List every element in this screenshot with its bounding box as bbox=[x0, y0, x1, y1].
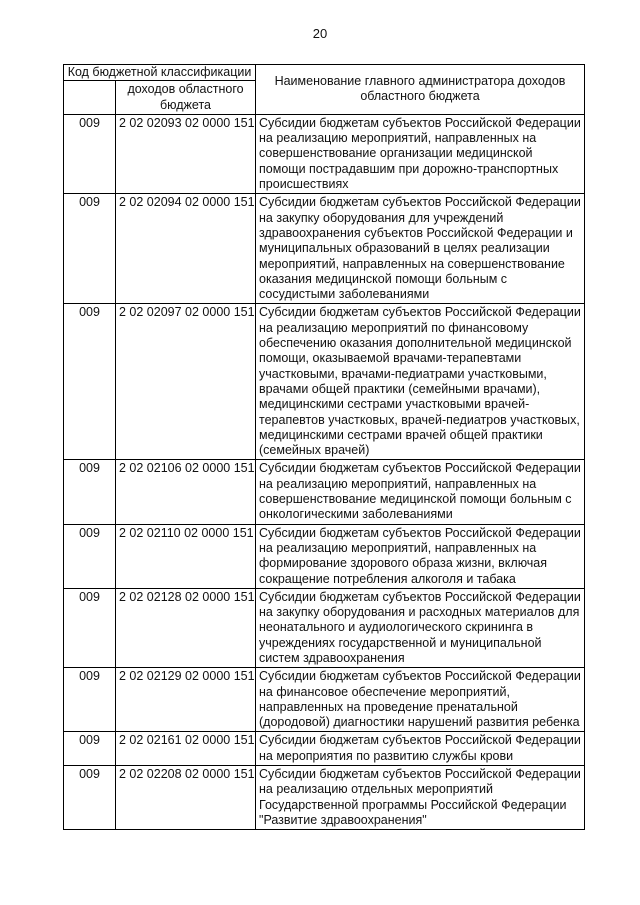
administrator-name-cell: Субсидии бюджетам субъектов Российской Федерации на реализацию мероприятий, направленных на формирование здорового образа жизни, включая сокращение потребления алкоголя и табака bbox=[256, 524, 585, 588]
administrator-name-cell: Субсидии бюджетам субъектов Российской Федерации на реализацию мероприятий, направленных на совершенствование медицинской помощи больным с онкологическими заболеваниями bbox=[256, 460, 585, 524]
administrator-name-cell: Субсидии бюджетам субъектов Российской Федерации на мероприятия по развитию службы крови bbox=[256, 732, 585, 766]
admin-code-cell: 009 bbox=[64, 766, 116, 830]
admin-code-cell: 009 bbox=[64, 114, 116, 193]
admin-code-cell: 009 bbox=[64, 460, 116, 524]
income-code-cell: 2 02 02094 02 0000 151 bbox=[116, 194, 256, 304]
income-code-cell: 2 02 02093 02 0000 151 bbox=[116, 114, 256, 193]
table-row bbox=[64, 524, 585, 588]
income-code-cell: 2 02 02106 02 0000 151 bbox=[116, 460, 256, 524]
table-row bbox=[64, 460, 585, 524]
table-row bbox=[64, 766, 585, 830]
table-row bbox=[64, 194, 585, 304]
administrator-name-cell: Субсидии бюджетам субъектов Российской Федерации на закупку оборудования для учреждений здравоохранения субъектов Российской Федерации и муниципальных образований в целях реализации мероприятий, направленных на совершенствование оказания медицинской помощи больным с сосудистыми заболеваниями bbox=[256, 194, 585, 304]
admin-code-cell: 009 bbox=[64, 194, 116, 304]
administrator-name-cell: Субсидии бюджетам субъектов Российской Федерации на реализацию мероприятий по финансовому обеспечению оказания дополнительной медицинской помощи, оказываемой врачами-терапевтами участковыми, врачами-педиатрами участковыми, врачами общей практики (семейными врачами), медицинскими сестрами участковыми врачей-терапевтов участковых, врачей-педиатров участковых, медицинскими сестрами врачей общей практики (семейных врачей) bbox=[256, 304, 585, 460]
income-code-cell: 2 02 02129 02 0000 151 bbox=[116, 668, 256, 732]
admin-code-cell: 009 bbox=[64, 304, 116, 460]
budget-classification-table bbox=[63, 64, 585, 830]
header-budget-classification-code: Код бюджетной классификации bbox=[64, 65, 256, 81]
admin-code-cell: 009 bbox=[64, 524, 116, 588]
income-code-cell: 2 02 02097 02 0000 151 bbox=[116, 304, 256, 460]
admin-code-cell: 009 bbox=[64, 732, 116, 766]
admin-code-cell: 009 bbox=[64, 588, 116, 667]
header-admin-code-empty bbox=[64, 81, 116, 115]
income-code-cell: 2 02 02128 02 0000 151 bbox=[116, 588, 256, 667]
table-row bbox=[64, 588, 585, 667]
header-administrator-name: Наименование главного администратора доходов областного бюджета bbox=[256, 65, 585, 115]
table-row bbox=[64, 668, 585, 732]
table-row bbox=[64, 304, 585, 460]
administrator-name-cell: Субсидии бюджетам субъектов Российской Федерации на реализацию мероприятий, направленных на совершенствование организации медицинской помощи пострадавшим при дорожно-транспортных происшествиях bbox=[256, 114, 585, 193]
income-code-cell: 2 02 02161 02 0000 151 bbox=[116, 732, 256, 766]
income-code-cell: 2 02 02110 02 0000 151 bbox=[116, 524, 256, 588]
income-code-cell: 2 02 02208 02 0000 151 bbox=[116, 766, 256, 830]
page-number: 20 bbox=[312, 26, 328, 41]
table-row bbox=[64, 732, 585, 766]
table-row bbox=[64, 114, 585, 193]
administrator-name-cell: Субсидии бюджетам субъектов Российской Федерации на закупку оборудования и расходных материалов для неонатального и аудиологического скрининга в учреждениях государственной и муниципальной систем здравоохранения bbox=[256, 588, 585, 667]
admin-code-cell: 009 bbox=[64, 668, 116, 732]
administrator-name-cell: Субсидии бюджетам субъектов Российской Федерации на реализацию отдельных мероприятий Государственной программы Российской Федерации "Развитие здравоохранения" bbox=[256, 766, 585, 830]
header-income-code: доходов областного бюджета bbox=[116, 81, 256, 115]
table-header-row-1 bbox=[64, 65, 585, 81]
administrator-name-cell: Субсидии бюджетам субъектов Российской Федерации на финансовое обеспечение мероприятий, направленных на проведение пренатальной (дородовой) диагностики нарушений развития ребенка bbox=[256, 668, 585, 732]
